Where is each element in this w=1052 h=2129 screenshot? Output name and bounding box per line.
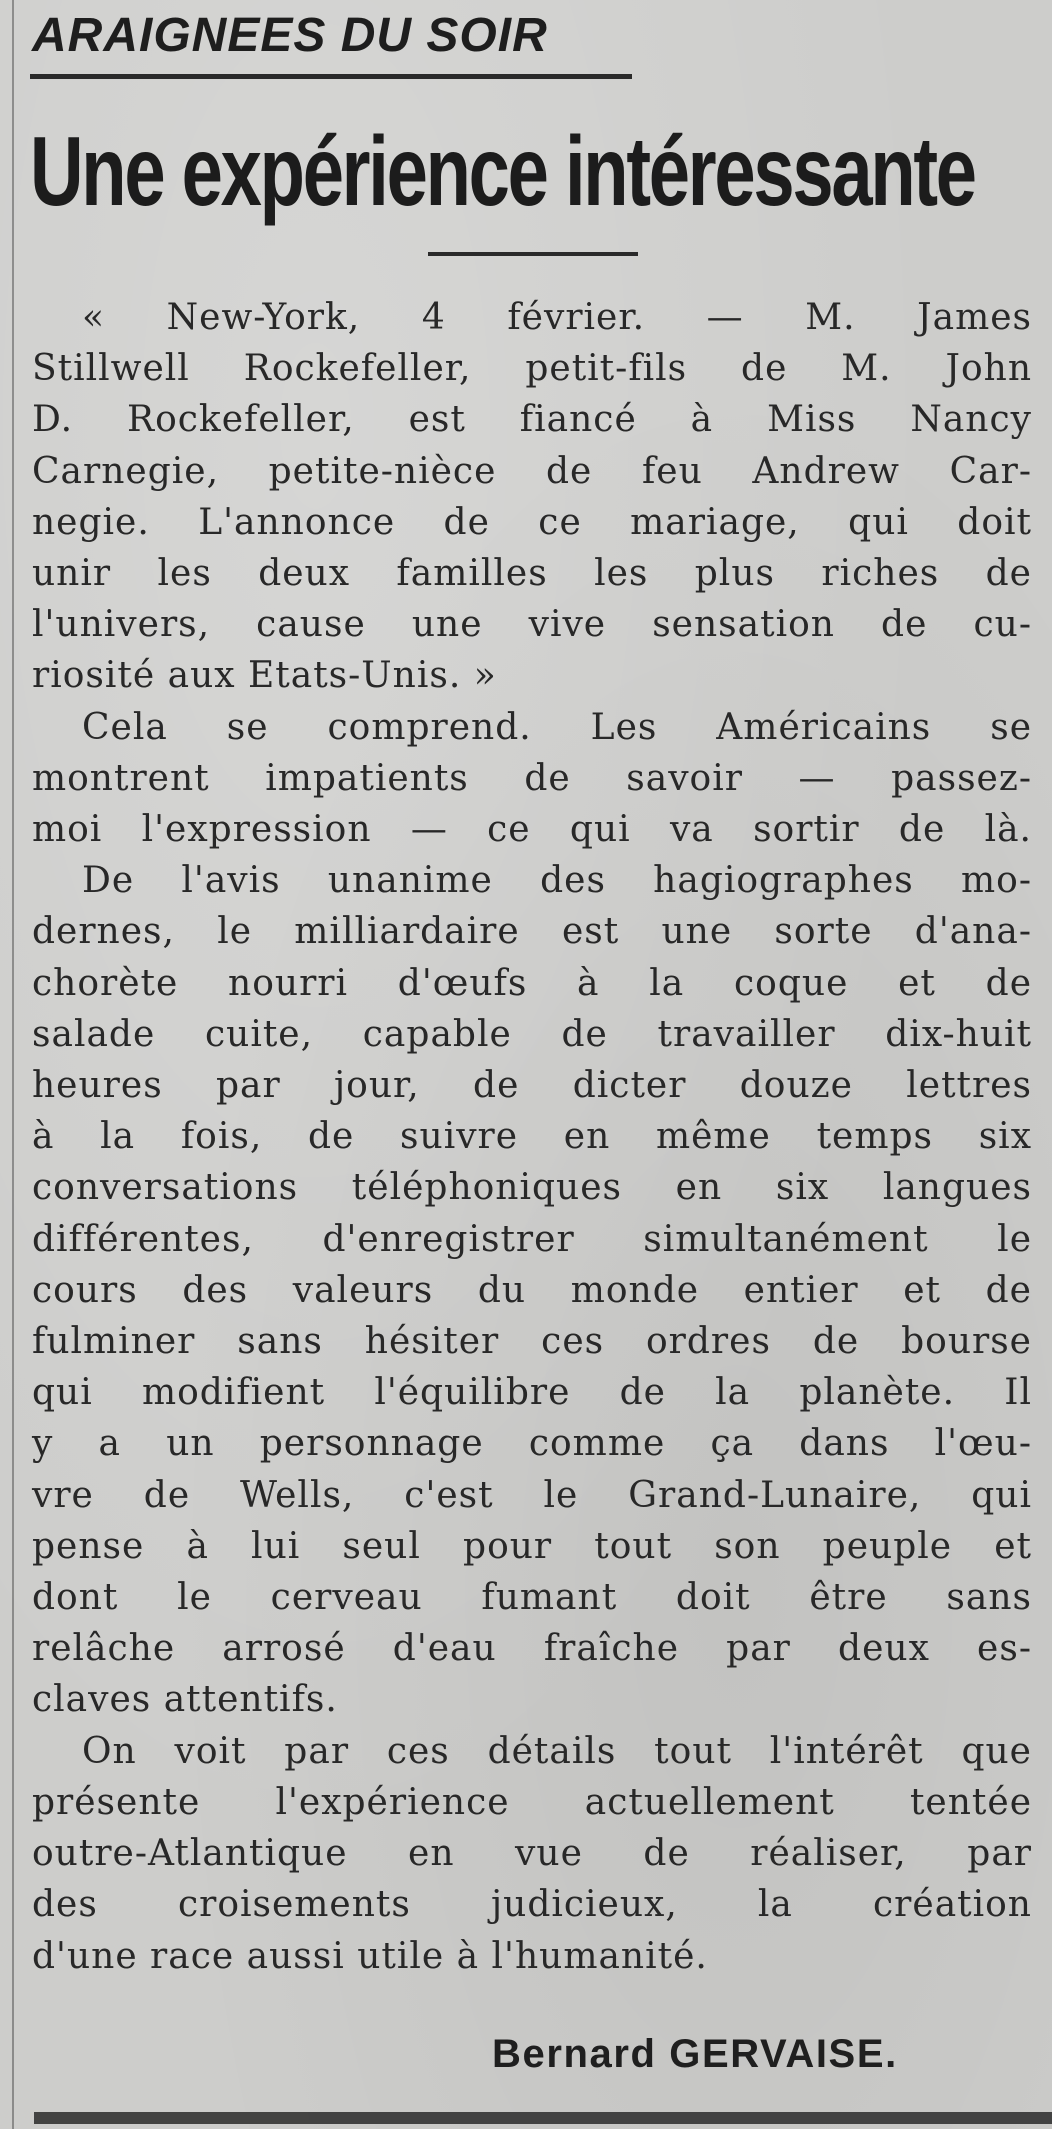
body-line: dernes, le milliardaire est une sorte d'ana- bbox=[32, 911, 1032, 953]
body-line: relâche arrosé d'eau fraîche par deux es- bbox=[32, 1628, 1032, 1670]
body-line: dont le cerveau fumant doit être sans bbox=[32, 1577, 1032, 1619]
body-line: « New-York, 4 février. — M. James bbox=[82, 297, 1032, 338]
column-rule bbox=[12, 0, 14, 2129]
body-line: vre de Wells, c'est le Grand-Lunaire, qui bbox=[32, 1474, 1032, 1516]
body-line: De l'avis unanime des hagiographes mo- bbox=[82, 860, 1032, 902]
body-line: chorète nourri d'œufs à la coque et de bbox=[32, 962, 1032, 1004]
body-line: fulminer sans hésiter ces ordres de bourse bbox=[32, 1321, 1032, 1363]
body-line: riosité aux Etats-Unis. » bbox=[32, 655, 497, 697]
body-line: unir les deux familles les plus riches de bbox=[32, 553, 1032, 595]
section-kicker: ARAIGNEES DU SOIR bbox=[32, 9, 548, 62]
headline-divider bbox=[428, 252, 638, 256]
kicker-underline bbox=[30, 74, 632, 79]
body-line: d'une race aussi utile à l'humanité. bbox=[32, 1935, 708, 1977]
body-line: pense à lui seul pour tout son peuple et bbox=[32, 1525, 1032, 1567]
body-line: conversations téléphoniques en six langues bbox=[32, 1167, 1032, 1209]
author-signature: Bernard GERVAISE. bbox=[492, 2032, 898, 2076]
body-line: qui modifient l'équilibre de la planète. Il bbox=[32, 1372, 1032, 1414]
article-headline: Une expérience intéressante bbox=[30, 116, 975, 226]
body-line: outre-Atlantique en vue de réaliser, par bbox=[32, 1833, 1032, 1875]
body-line: moi l'expression — ce qui va sortir de là. bbox=[32, 809, 1032, 851]
body-line: claves attentifs. bbox=[32, 1679, 338, 1721]
body-line: présente l'expérience actuellement tentée bbox=[32, 1781, 1032, 1823]
bottom-rule bbox=[34, 2112, 1052, 2124]
body-line: On voit par ces détails tout l'intérêt que bbox=[82, 1730, 1032, 1772]
body-line: des croisements judicieux, la création bbox=[32, 1884, 1032, 1926]
article-body bbox=[32, 292, 1032, 1982]
body-line: Cela se comprend. Les Américains se bbox=[82, 706, 1032, 748]
body-line: différentes, d'enregistrer simultanément le bbox=[32, 1218, 1032, 1260]
body-line: heures par jour, de dicter douze lettres bbox=[32, 1065, 1032, 1107]
body-line: montrent impatients de savoir — passez- bbox=[32, 757, 1032, 799]
body-line: à la fois, de suivre en même temps six bbox=[32, 1116, 1032, 1158]
body-line: l'univers, cause une vive sensation de cu- bbox=[32, 604, 1032, 646]
body-line: salade cuite, capable de travailler dix-huit bbox=[32, 1013, 1032, 1055]
body-line: Carnegie, petite-nièce de feu Andrew Car- bbox=[32, 450, 1032, 492]
body-line: cours des valeurs du monde entier et de bbox=[32, 1269, 1032, 1311]
body-line: D. Rockefeller, est fiancé à Miss Nancy bbox=[32, 399, 1032, 441]
body-line: negie. L'annonce de ce mariage, qui doit bbox=[32, 501, 1032, 543]
body-line: y a un personnage comme ça dans l'œu- bbox=[32, 1423, 1032, 1465]
body-line: Stillwell Rockefeller, petit-fils de M. John bbox=[32, 348, 1032, 390]
